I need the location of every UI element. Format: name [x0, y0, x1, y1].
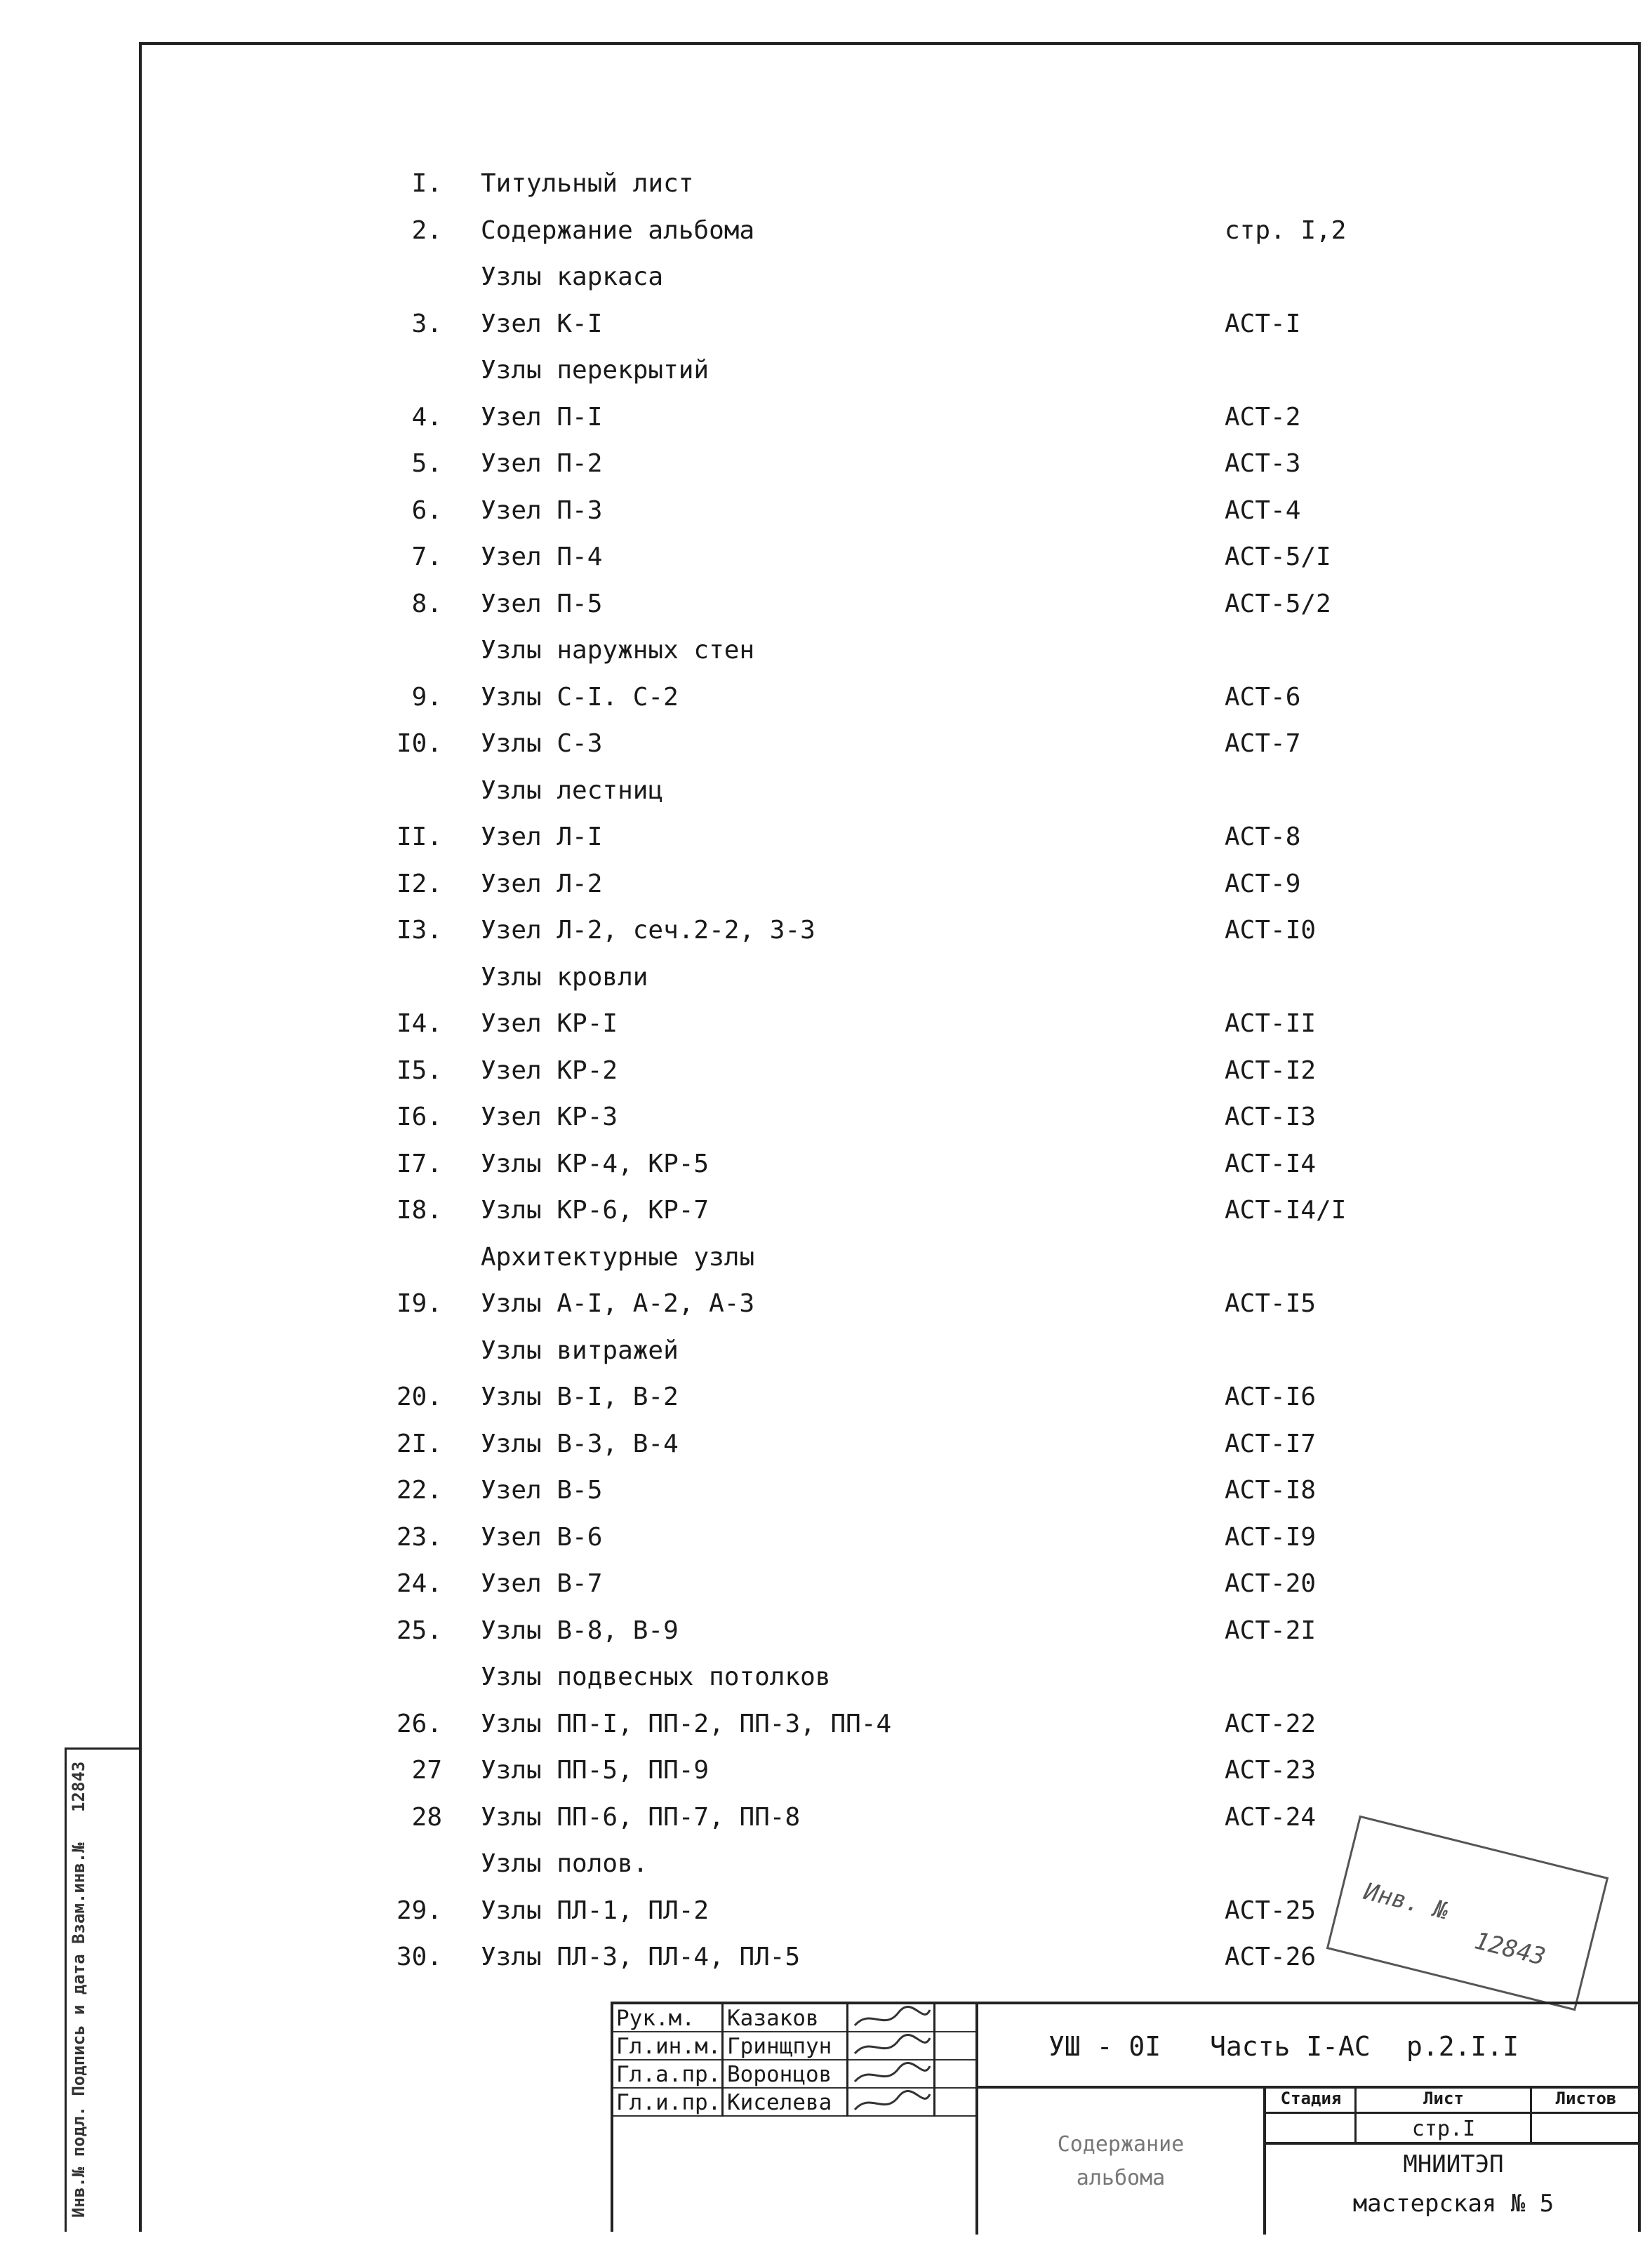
toc-item-title: Узлы ПП-6, ПП-7, ПП-8 [481, 1803, 801, 1832]
toc-item-sheet-ref: АСТ-4 [1225, 496, 1301, 525]
toc-item [379, 536, 1474, 578]
toc-item-sheet-ref: АСТ-5/I [1225, 542, 1331, 571]
signature-name: Воронцов [727, 2060, 848, 2089]
toc-item-number: 25. [396, 1616, 442, 1645]
toc-item-number: II. [396, 823, 442, 851]
toc-item-number: I5. [396, 1056, 442, 1085]
document-title-line1: Содержание [1057, 2132, 1185, 2157]
document-code-row [978, 2004, 1641, 2089]
toc-item-number: 5. [411, 449, 442, 478]
toc-item-number: 2. [411, 216, 442, 245]
toc-item [379, 1563, 1474, 1605]
toc-item-sheet-ref: АСТ-I2 [1225, 1056, 1317, 1085]
toc-item [379, 1890, 1474, 1932]
toc-item-number: I. [411, 169, 442, 198]
toc-item [379, 443, 1474, 485]
toc-item-number: I0. [396, 729, 442, 758]
toc-item-title: Узел В-6 [481, 1523, 603, 1552]
signature-role: Гл.а.пр. [616, 2060, 724, 2089]
section-heading: Архитектурные узлы [481, 1243, 755, 1272]
signature-row [613, 2032, 975, 2060]
toc-item-sheet-ref: АСТ-26 [1225, 1943, 1317, 1971]
toc-item [379, 1517, 1474, 1559]
signature-row [613, 2004, 975, 2032]
toc-item-sheet-ref: АСТ-25 [1225, 1896, 1317, 1925]
toc-item [379, 1143, 1474, 1185]
stage-label: Стадия [1280, 2089, 1342, 2108]
toc-item-title: Узел КР-I [481, 1009, 618, 1038]
toc-item [379, 397, 1474, 439]
signature-name: Казаков [727, 2004, 848, 2032]
signature-scribble [849, 2004, 935, 2032]
toc-item-number: I4. [396, 1009, 442, 1038]
toc-item-sheet-ref: АСТ-I4 [1225, 1150, 1317, 1178]
document-section: р.2.I.I [1406, 2031, 1519, 2062]
sheet-value: стр.I [1411, 2117, 1476, 2141]
toc-item-number: 24. [396, 1569, 442, 1598]
toc-item-sheet-ref: АСТ-I3 [1225, 1103, 1317, 1131]
stage-header [1266, 2089, 1641, 2114]
signature-scribble [849, 2032, 935, 2060]
signature-mark [849, 2032, 933, 2060]
margin-labels [69, 1762, 88, 2218]
signature-table-blank [613, 2117, 978, 2235]
toc-item [379, 1703, 1474, 1745]
toc-item-number: 4. [411, 403, 442, 432]
toc-item-title: Титульный лист [481, 169, 694, 198]
toc-item [379, 1936, 1474, 1978]
toc-item-number: 22. [396, 1476, 442, 1505]
signature-mark [849, 2060, 933, 2089]
toc-item-number: 23. [396, 1523, 442, 1552]
toc-item-sheet-ref: АСТ-II [1225, 1009, 1317, 1038]
toc-item [379, 490, 1474, 532]
toc-item-title: Узлы С-I. С-2 [481, 683, 679, 712]
toc-item-sheet-ref: АСТ-8 [1225, 823, 1301, 851]
toc-item-title: Узел Л-2, сеч.2-2, 3-3 [481, 916, 815, 945]
toc-item-sheet-ref: АСТ-22 [1225, 1710, 1317, 1738]
document-part: Часть I-АС [1210, 2031, 1371, 2062]
organization-name: МНИИТЭП [1403, 2150, 1504, 2178]
toc-item-number: I7. [396, 1150, 442, 1178]
toc-item-title: Узел Л-I [481, 823, 603, 851]
toc-item-title: Узел Л-2 [481, 870, 603, 898]
section-heading: Узлы витражей [481, 1336, 679, 1365]
toc-item [379, 1096, 1474, 1138]
signature-name: Киселева [727, 2089, 848, 2117]
toc-item-sheet-ref: АСТ-I4/I [1225, 1196, 1347, 1225]
signature-table [613, 2004, 978, 2117]
toc-item-sheet-ref: АСТ-I7 [1225, 1430, 1317, 1458]
toc-item-number: I8. [396, 1196, 442, 1225]
toc-item-title: Узел В-7 [481, 1569, 603, 1598]
sheets-label: Листов [1555, 2089, 1617, 2108]
toc-item-title: Узлы В-3, В-4 [481, 1430, 679, 1458]
toc-item-sheet-ref: АСТ-I0 [1225, 916, 1317, 945]
toc-item-title: Узел П-5 [481, 590, 603, 618]
section-heading: Узлы каркаса [481, 262, 664, 291]
document-title-line2: альбома [1076, 2166, 1166, 2190]
toc-item-number: 26. [396, 1710, 442, 1738]
section-heading: Узлы кровли [481, 963, 648, 992]
toc-item-sheet-ref: АСТ-I [1225, 309, 1301, 338]
toc-item-sheet-ref: АСТ-23 [1225, 1756, 1317, 1785]
toc-item-number: 20. [396, 1383, 442, 1411]
title-block [611, 2002, 1641, 2232]
toc-item [379, 723, 1474, 765]
toc-item [379, 163, 1474, 205]
signature-scribble [849, 2060, 935, 2089]
toc-item [379, 1423, 1474, 1465]
toc-item-number: 29. [396, 1896, 442, 1925]
stage-values [1266, 2114, 1641, 2145]
section-heading: Узлы подвесных потолков [481, 1663, 831, 1691]
section-heading: Узлы лестниц [481, 776, 664, 805]
toc-item-number: 8. [411, 590, 442, 618]
toc-item [379, 863, 1474, 905]
signature-name: Гринщпун [727, 2032, 848, 2060]
toc-item-sheet-ref: АСТ-3 [1225, 449, 1301, 478]
stage-divider [1530, 2089, 1532, 2145]
section-heading: Узлы перекрытий [481, 356, 710, 385]
toc-item-title: Узлы ПЛ-3, ПЛ-4, ПЛ-5 [481, 1943, 801, 1971]
stage-box [1266, 2089, 1641, 2235]
toc-item [379, 816, 1474, 858]
toc-item [379, 677, 1474, 719]
toc-item-number: 30. [396, 1943, 442, 1971]
toc-item-number: 27 [411, 1756, 442, 1785]
toc-item-title: Узел П-I [481, 403, 603, 432]
toc-item-sheet-ref: стр. I,2 [1225, 216, 1347, 245]
toc-item-sheet-ref: АСТ-20 [1225, 1569, 1317, 1598]
toc-item-number: I3. [396, 916, 442, 945]
signature-mark [849, 2004, 933, 2032]
signature-row [613, 2060, 975, 2089]
toc-item-title: Узлы А-I, А-2, А-3 [481, 1289, 755, 1318]
toc-item-sheet-ref: АСТ-24 [1225, 1803, 1317, 1832]
toc-item-sheet-ref: АСТ-I5 [1225, 1289, 1317, 1318]
toc-item-sheet-ref: АСТ-I8 [1225, 1476, 1317, 1505]
toc-item-title: Узел П-4 [481, 542, 603, 571]
stamp-number: 12843 [1472, 1926, 1549, 1971]
toc-item [379, 583, 1474, 625]
signature-role: Гл.ин.м. [616, 2032, 724, 2060]
toc-item-sheet-ref: АСТ-7 [1225, 729, 1301, 758]
signature-mark [849, 2089, 933, 2117]
toc-item-title: Узел В-5 [481, 1476, 603, 1505]
toc-item [379, 1610, 1474, 1652]
toc-item-title: Узел П-3 [481, 496, 603, 525]
toc-item-title: Узлы ПП-I, ПП-2, ПП-3, ПП-4 [481, 1710, 892, 1738]
toc-item [379, 303, 1474, 345]
toc-item [379, 1797, 1474, 1839]
sheet-label: Лист [1423, 2089, 1464, 2108]
toc-item-title: Узел К-I [481, 309, 603, 338]
toc-item-title: Узлы КР-4, КР-5 [481, 1150, 710, 1178]
toc-item [379, 1050, 1474, 1092]
stamp-label: Инв. № [1361, 1877, 1452, 1926]
document-title [978, 2089, 1266, 2235]
toc-item-sheet-ref: АСТ-2I [1225, 1616, 1317, 1645]
toc-item-number: 6. [411, 496, 442, 525]
toc-item [379, 1750, 1474, 1792]
margin-labels-text: Инв.№ подл. Подпись и дата Взам.инв.№ [69, 1842, 88, 2218]
toc-item [379, 1376, 1474, 1418]
toc-item-number: I9. [396, 1289, 442, 1318]
toc-item-number: 9. [411, 683, 442, 712]
toc-item-sheet-ref: АСТ-5/2 [1225, 590, 1331, 618]
toc-item-title: Узлы С-3 [481, 729, 603, 758]
toc-item [379, 1470, 1474, 1512]
toc-item-sheet-ref: АСТ-2 [1225, 403, 1301, 432]
toc-item [379, 1283, 1474, 1325]
document-code: УШ - 0I [1048, 2031, 1161, 2062]
toc-item-sheet-ref: АСТ-I9 [1225, 1523, 1317, 1552]
toc-item-title: Узлы В-8, В-9 [481, 1616, 679, 1645]
signature-role: Гл.и.пр. [616, 2089, 724, 2117]
toc-item [379, 1190, 1474, 1232]
toc-item-title: Узлы ПЛ-1, ПЛ-2 [481, 1896, 710, 1925]
toc-item-title: Узлы В-I, В-2 [481, 1383, 679, 1411]
margin-inv-number: 12843 [69, 1761, 88, 1813]
toc-item-title: Содержание альбома [481, 216, 755, 245]
toc-item [379, 910, 1474, 952]
toc-item-sheet-ref: АСТ-I6 [1225, 1383, 1317, 1411]
toc-item-sheet-ref: АСТ-6 [1225, 683, 1301, 712]
toc-item-number: I2. [396, 870, 442, 898]
stage-divider [1354, 2089, 1357, 2145]
toc-item-title: Узлы КР-6, КР-7 [481, 1196, 710, 1225]
toc-item-number: 28 [411, 1803, 442, 1832]
organization [1266, 2145, 1641, 2223]
toc-item-title: Узел П-2 [481, 449, 603, 478]
signature-scribble [849, 2089, 935, 2117]
organization-workshop: мастерская № 5 [1352, 2190, 1554, 2218]
signature-role: Рук.м. [616, 2004, 724, 2032]
section-heading: Узлы наружных стен [481, 636, 755, 665]
toc-item-number: I6. [396, 1103, 442, 1131]
toc-item-title: Узел КР-2 [481, 1056, 618, 1085]
toc-item-sheet-ref: АСТ-9 [1225, 870, 1301, 898]
toc-item-number: 2I. [396, 1430, 442, 1458]
toc-item [379, 1003, 1474, 1045]
toc-item [379, 210, 1474, 252]
toc-item-number: 7. [411, 542, 442, 571]
toc-item-title: Узел КР-3 [481, 1103, 618, 1131]
toc-item-number: 3. [411, 309, 442, 338]
toc-item-title: Узлы ПП-5, ПП-9 [481, 1756, 710, 1785]
signature-row [613, 2089, 975, 2117]
section-heading: Узлы полов. [481, 1849, 648, 1878]
